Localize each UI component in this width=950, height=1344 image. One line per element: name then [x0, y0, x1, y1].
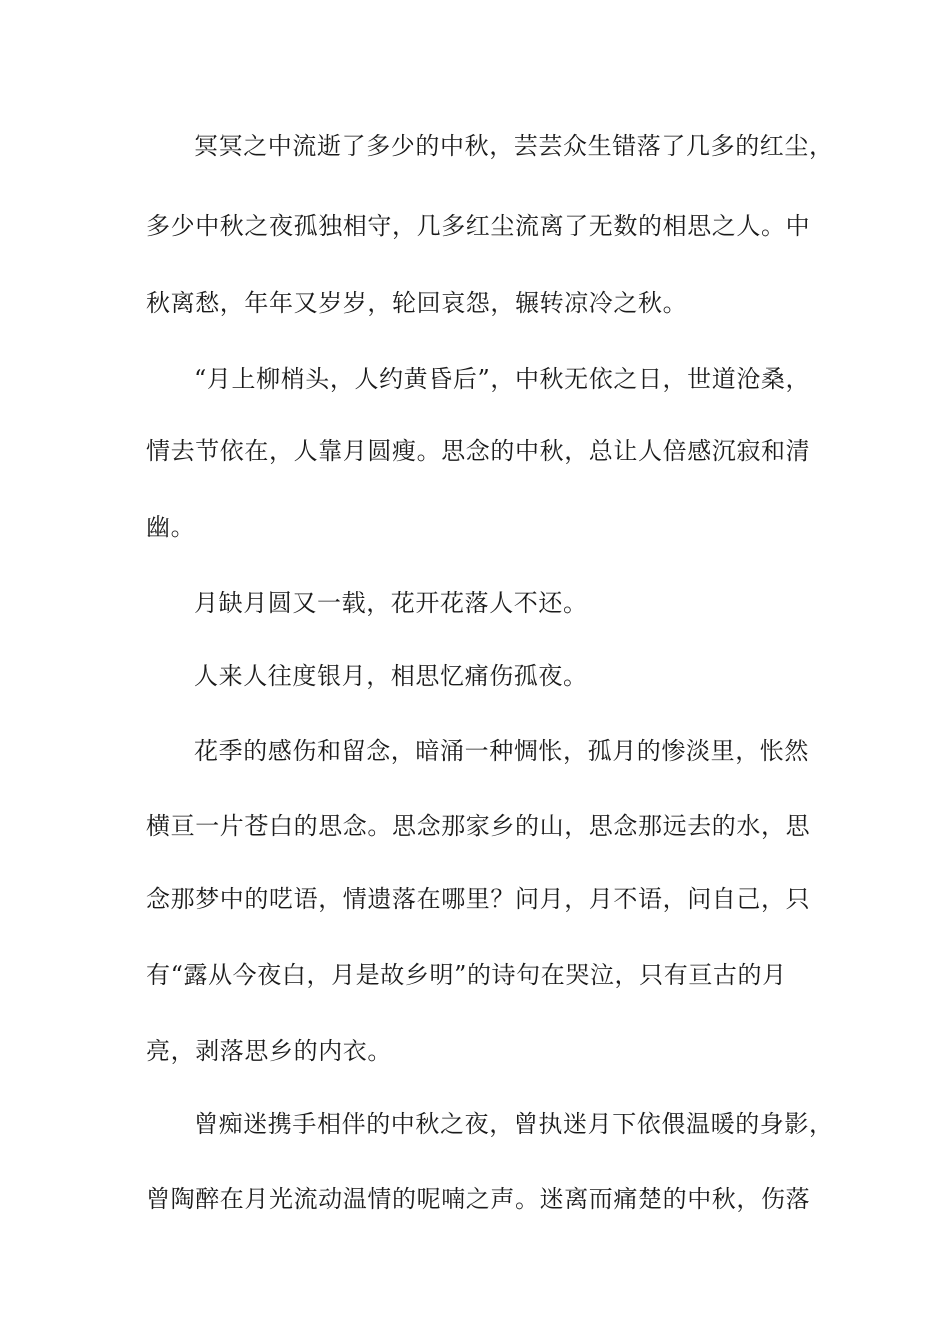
text-line: 曾痴迷携手相伴的中秋之夜，曾执迷月下依偎温暖的身影， — [194, 1110, 834, 1138]
text-line: 曾陶醉在月光流动温情的呢喃之声。迷离而痛楚的中秋，伤落 — [146, 1185, 811, 1213]
text-line: 冥冥之中流逝了多少的中秋，芸芸众生错落了几多的红尘， — [194, 132, 834, 160]
text-line: 多少中秋之夜孤独相守，几多红尘流离了无数的相思之人。中 — [146, 212, 811, 240]
text-line: 花季的感伤和留念，暗涌一种惆怅，孤月的惨淡里，怅然 — [194, 737, 809, 765]
text-line: 秋离愁，年年又岁岁，轮回哀怨，辗转凉冷之秋。 — [146, 289, 688, 317]
text-line: 月缺月圆又一载，花开花落人不还。 — [194, 589, 588, 617]
text-line: 有“露从今夜白，月是故乡明”的诗句在哭泣，只有亘古的月 — [146, 961, 787, 989]
text-line: 幽。 — [146, 513, 196, 541]
text-line: “月上柳梢头，人约黄昏后”，中秋无依之日，世道沧桑， — [194, 365, 811, 393]
text-line: 情去节依在，人靠月圆瘦。思念的中秋，总让人倍感沉寂和清 — [146, 437, 811, 465]
text-line: 横亘一片苍白的思念。思念那家乡的山，思念那远去的水，思 — [146, 812, 811, 840]
text-line: 亮，剥落思乡的内衣。 — [146, 1037, 392, 1065]
text-line: 念那梦中的呓语，情遗落在哪里？问月，月不语，问自己，只 — [146, 885, 811, 913]
text-line: 人来人往度银月，相思忆痛伤孤夜。 — [194, 662, 588, 690]
